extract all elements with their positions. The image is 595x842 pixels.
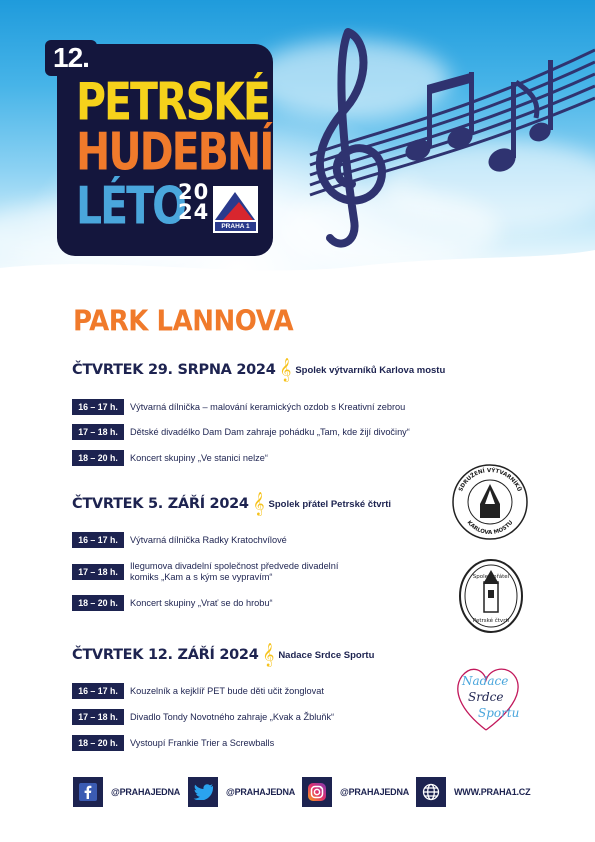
instagram-handle[interactable]: @PRAHAJEDNA <box>340 787 410 797</box>
year-top: 20 <box>178 180 210 204</box>
globe-icon[interactable] <box>416 777 446 807</box>
day-organizer: Nadace Srdce Sportu <box>278 649 375 661</box>
event-description: Vystoupí Frankie Trier a Screwballs <box>130 737 275 748</box>
day-title: ČTVRTEK 12. ZÁŘÍ 2024 <box>72 647 259 663</box>
svg-text:KARLOVA MOSTU <box>466 520 515 536</box>
title-line-1: PETRSKÉ <box>76 72 269 132</box>
day-organizer: Spolek přátel Petrské čtvrti <box>268 498 392 510</box>
footer-twitter[interactable] <box>188 777 295 807</box>
title-line-3: LÉTO <box>76 176 185 236</box>
event-description: Výtvarná dílnička – malování keramických ozdob s Kreativní zebrou <box>130 401 406 412</box>
spolek-logo-text-bottom: Petrské čtvrti <box>472 618 510 624</box>
spolek-logo-text-top: Spolek přátel <box>472 574 510 580</box>
praha1-logo-text: PRAHA 1 <box>215 222 256 231</box>
event-description: Koncert skupiny „Ve stanici nelze“ <box>130 452 268 463</box>
event-description: Výtvarná dílnička Radky Kratochvílové <box>130 534 287 545</box>
praha1-logo <box>213 186 258 233</box>
day-heading <box>72 360 445 380</box>
event-row <box>72 595 273 611</box>
twitter-icon[interactable] <box>188 777 218 807</box>
event-row <box>72 709 334 725</box>
event-row <box>72 399 405 415</box>
nadace-text: Nadace <box>462 674 509 688</box>
treble-clef-icon: 𝄞 <box>252 493 265 515</box>
event-description <box>130 561 338 583</box>
day-title: ČTVRTEK 5. ZÁŘÍ 2024 <box>72 496 249 512</box>
event-row <box>72 735 274 751</box>
footer-instagram[interactable] <box>302 777 409 807</box>
event-row <box>72 532 287 548</box>
event-description: Dětské divadélko Dam Dam zahraje pohádku „Tam, kde žijí divočiny“ <box>130 426 410 437</box>
header-banner <box>0 0 595 285</box>
event-time: 18 – 20 h. <box>72 595 124 611</box>
footer-website[interactable] <box>416 777 530 807</box>
event-time: 18 – 20 h. <box>72 735 124 751</box>
seal-text-bottom: KARLOVA MOSTU <box>465 519 515 537</box>
spolek-petrske-ctvrti-logo <box>458 558 524 634</box>
srdce-text: Srdce <box>468 690 504 704</box>
sportu-text: Sportu <box>478 706 520 720</box>
day-organizer: Spolek výtvarníků Karlova mostu <box>295 364 446 376</box>
event-time: 17 – 18 h. <box>72 564 124 580</box>
nadace-srdce-sportu-logo <box>450 660 522 736</box>
event-row <box>72 450 268 466</box>
event-time: 16 – 17 h. <box>72 683 124 699</box>
event-row <box>72 683 324 699</box>
event-time: 16 – 17 h. <box>72 532 124 548</box>
day-heading <box>72 494 391 514</box>
day-heading <box>72 645 374 665</box>
day-title: ČTVRTEK 29. SRPNA 2024 <box>72 362 276 378</box>
karlova-mostu-seal-logo <box>450 462 530 542</box>
event-time: 18 – 20 h. <box>72 450 124 466</box>
facebook-icon[interactable] <box>73 777 103 807</box>
event-description: Koncert skupiny „Vrať se do hrobu“ <box>130 597 273 608</box>
year-bottom: 24 <box>178 200 210 224</box>
facebook-handle[interactable]: @PRAHAJEDNA <box>111 787 181 797</box>
music-notes-illustration <box>290 20 595 260</box>
event-description-line: komiks „Kam a s kým se vypravím“ <box>130 572 273 582</box>
event-row <box>72 561 338 583</box>
instagram-icon[interactable] <box>302 777 332 807</box>
festival-year <box>178 182 209 222</box>
treble-clef-icon <box>320 32 382 244</box>
twitter-handle[interactable]: @PRAHAJEDNA <box>226 787 296 797</box>
event-description: Divadlo Tondy Novotného zahraje „Kvak a Žbluňk“ <box>130 711 335 722</box>
event-time: 17 – 18 h. <box>72 709 124 725</box>
event-row <box>72 424 410 440</box>
venue-heading: PARK LANNOVA <box>73 305 294 338</box>
footer-facebook[interactable] <box>73 777 180 807</box>
event-description-line: Ilegumova divadelní společnost předvede divadelní <box>130 561 339 571</box>
event-time: 17 – 18 h. <box>72 424 124 440</box>
website-link[interactable]: WWW.PRAHA1.CZ <box>454 787 531 797</box>
event-time: 16 – 17 h. <box>72 399 124 415</box>
edition-number: 12. <box>45 40 97 76</box>
event-description: Kouzelník a kejklíř PET bude děti učit žonglovat <box>130 685 324 696</box>
treble-clef-icon: 𝄞 <box>279 359 292 381</box>
seal-text-top: SDRUŽENÍ VÝTVARNÍKŮ <box>458 467 522 493</box>
title-line-2: HUDEBNÍ <box>76 122 273 182</box>
treble-clef-icon: 𝄞 <box>262 644 275 666</box>
